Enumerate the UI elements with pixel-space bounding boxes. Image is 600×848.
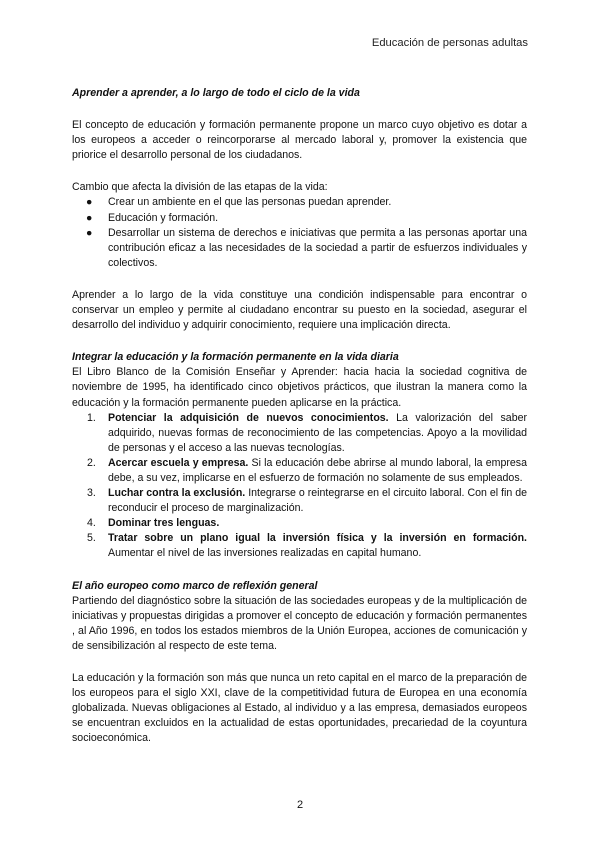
item-title: Acercar escuela y empresa. xyxy=(108,456,249,469)
item-number: 3. xyxy=(87,487,96,500)
item-title: Tratar sobre un plano igual la inversión física y la inversión en formación. xyxy=(108,532,527,545)
running-header: Educación de personas adultas xyxy=(371,37,528,49)
section2-intro: El Libro Blanco de la Comisión Enseñar y Aprender: hacia hacia la sociedad cognitiva de noviembre de 1995, ha identificado cinco objetivos prácticos, que ilustran la manera como la educación y la formación permanente pueden aplicarse en la práctica. xyxy=(72,366,527,409)
item-number: 4. xyxy=(87,517,96,530)
list-item xyxy=(72,516,527,531)
item-text: Integrarse o reintegrarse en el circuito laboral. Con el fin de reconducir el proceso de marginalización. xyxy=(108,487,527,515)
list-item: ● Crear un ambiente en el que las personas puedan aprender. xyxy=(72,195,527,210)
paragraph-4: La educación y la formación son más que nunca un reto capital en el marco de la preparación de los europeos para el siglo XXI, clave de la competitividad futura de Europea en una economía globalizada. Nuevas obligaciones al Estado, al individuo y a las empresa, demasiados europeos se encuentran excluidos en la actualidad de estas oportunidades, precariedad de la coyuntura socioeconómica. xyxy=(72,672,527,745)
list-item xyxy=(72,411,527,456)
section-heading-2: Integrar la educación y la formación permanente en la vida diaria xyxy=(72,351,399,364)
item-number: 1. xyxy=(87,411,96,424)
bullets-intro: Cambio que afecta la división de las etapas de la vida: xyxy=(72,181,328,194)
bullet-icon: ● xyxy=(86,196,93,209)
item-number: 2. xyxy=(87,456,96,469)
item-number: 5. xyxy=(87,532,96,545)
item-title: Luchar contra la exclusión. xyxy=(108,487,246,500)
bullet-icon: ● xyxy=(86,226,93,239)
paragraph-1: El concepto de educación y formación permanente propone un marco cuyo objetivo es dotar a los europeos a acceder o reincorporarse al mercado laboral y, promover la existencia que priorice el desarrollo personal de los ciudadanos. xyxy=(72,119,527,162)
section-heading-1: Aprender a aprender, a lo largo de todo el ciclo de la vida xyxy=(72,87,360,99)
section-heading-3: El año europeo como marco de reflexión general xyxy=(72,579,318,592)
paragraph-2: Aprender a lo largo de la vida constituye una condición indispensable para encontrar o conservar un empleo y permite al ciudadano encontrar su puesto en la sociedad, asegurar el desarrollo del individuo y adquirir conocimiento, requiere una implicación directa. xyxy=(72,288,527,332)
paragraph-3: Partiendo del diagnóstico sobre la situación de las sociedades europeas y de la multiplicación de iniciativas y propuestas dirigidas a promover el concepto de educación y formación permanentes , al Año 1996, en todos los estados miembros de la Unión Europea, acciones de comunicación y de sensibilización al respecto de este tema. xyxy=(72,594,527,652)
list-item: ● Desarrollar un sistema de derechos e iniciativas que permita a las personas aportar una contribución eficaz a las necesidades de la sociedad a partir de esfuerzos individuales y colectivos. xyxy=(86,226,527,269)
numbered-list xyxy=(72,411,527,562)
list-item xyxy=(72,531,527,561)
bullet-list xyxy=(72,195,527,270)
item-text: Si la educación debe abrirse al mundo laboral, la empresa debe, a su vez, implicarse en el esfuerzo de formación no solamente de sus empleados. xyxy=(108,456,527,484)
item-text: Aumentar el nivel de las inversiones realizadas en capital humano. xyxy=(108,547,422,560)
list-item xyxy=(72,486,527,516)
page-number: 2 xyxy=(296,799,304,811)
item-title: Dominar tres lenguas. xyxy=(108,517,220,530)
list-item: ● Educación y formación. xyxy=(72,211,527,226)
list-item xyxy=(72,456,527,486)
item-text: La valorización del saber adquirido, nuevas formas de reconocimiento de las competencias. Apoyo a la movilidad de personas y el acceso a las nuevas tecnologías. xyxy=(108,411,528,454)
item-title: Potenciar la adquisición de nuevos conocimientos. xyxy=(108,411,389,424)
bullet-icon: ● xyxy=(86,211,93,224)
document-body xyxy=(72,86,527,746)
